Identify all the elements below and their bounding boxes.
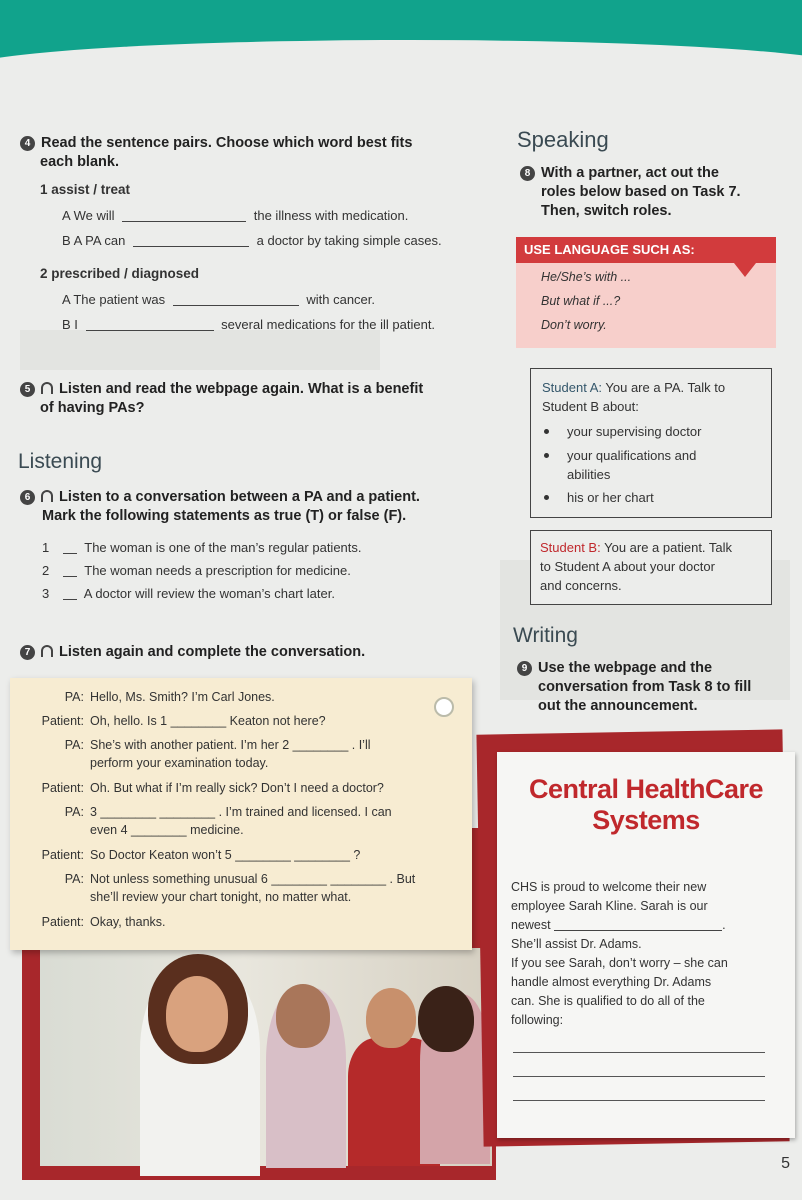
answer-blank[interactable] [86,318,214,331]
conversation-line: Patient: Oh, hello. Is 1 ________ Keaton not here? [41,714,326,728]
conversation-line: Patient: So Doctor Keaton won’t 5 ________ ________ ? [41,848,361,862]
page-number: 5 [781,1155,790,1172]
bullet [544,495,549,500]
task-number-badge: 9 [517,661,532,676]
student-a-point: your supervising doctor [567,424,702,439]
faded-background-text [20,330,380,370]
audio-icon [41,490,53,502]
task6-instructions: 6 Listen to a conversation between a PA and a patient. Mark the following statements as true (T) or false (F). [20,488,490,526]
statement-2: 2 The woman needs a prescription for medicine. [42,563,351,578]
conversation-note [10,678,472,950]
statement-1: 1 The woman is one of the man’s regular patients. [42,540,362,555]
mother-hair [418,986,474,1052]
audio-icon [41,645,53,657]
doctor-family-photo [40,948,492,1166]
answer-line[interactable] [513,1100,765,1101]
task8-instructions: 8 With a partner, act out the roles below based on Task 7. Then, switch roles. [520,164,780,221]
conversation-line: PA: 3 ________ ________ . I’m trained and licensed. I can even 4 ________ medicine. [64,805,392,837]
answer-line[interactable] [513,1052,765,1053]
header-curve [0,40,802,100]
task4-instructions: 4 Read the sentence pairs. Choose which word best fits each blank. [20,134,490,172]
student-a-point: your qualifications and [567,448,697,463]
student-b-text: Student B: You are a patient. Talk to Student A about your doctor and concerns. [540,540,733,593]
student-a-text: Student A: You are a PA. Talk to Student B about: [542,380,726,414]
father-face [276,984,330,1048]
language-phrase: He/She’s with ... [541,270,632,284]
bullet [544,453,549,458]
task7-instructions: 7 Listen again and complete the conversation. [20,643,365,662]
question-1a: A We will the illness with medication. [62,208,409,223]
statement-3: 3 A doctor will review the woman’s chart later. [42,586,335,601]
conversation-line: Patient: Okay, thanks. [41,915,166,929]
audio-icon [41,382,53,394]
answer-blank[interactable] [173,293,299,306]
conversation-line: PA: Hello, Ms. Smith? I’m Carl Jones. [64,690,275,704]
listening-heading: Listening [18,450,103,473]
question-2-label: 2 prescribed / diagnosed [40,266,200,281]
answer-blank[interactable] [122,209,246,222]
tf-blank[interactable] [63,541,77,554]
header-tab-icon [734,263,756,277]
doctor-face [166,976,228,1052]
language-phrase: But what if ...? [541,294,621,308]
conversation-line: Patient: Oh. But what if I’m really sick? Don’t I need a doctor? [41,781,384,795]
child-face [366,988,416,1048]
task5-instructions: 5 Listen and read the webpage again. What is a benefit of having PAs? [20,380,490,418]
note-hole-icon [434,697,454,717]
student-a-point: abilities [567,467,611,482]
answer-line[interactable] [513,1076,765,1077]
language-phrase: Don’t worry. [541,318,607,332]
use-language-header: USE LANGUAGE SUCH AS: [516,237,776,263]
conversation-line: PA: Not unless something unusual 6 ________ ________ . But she’ll review your chart tonight, no matter what. [64,872,416,904]
answer-blank[interactable] [554,918,722,931]
task-number-badge: 6 [20,490,35,505]
answer-blank[interactable] [133,234,249,247]
question-1-label: 1 assist / treat [40,182,131,197]
task-number-badge: 4 [20,136,35,151]
question-1b: B A PA can a doctor by taking simple cases. [62,233,442,248]
conversation-line: PA: She’s with another patient. I’m her 2 ________ . I’ll perform your examination today. [64,738,371,770]
writing-heading: Writing [513,624,578,647]
announcement-title: Central HealthCare Systems [528,774,764,835]
question-2b: B I several medications for the ill patient. [62,317,436,332]
announcement-text: CHS is proud to welcome their new employee Sarah Kline. Sarah is our newest . She’ll assist Dr. Adams. If you see Sarah, don’t worry – she can handle almost everything Dr. Adams can. She is qualified to do all of the following: [511,880,728,1027]
bullet [544,429,549,434]
speaking-heading: Speaking [517,127,609,152]
announcement-card [497,752,795,1138]
question-2a: A The patient was with cancer. [62,292,376,307]
task-number-badge: 7 [20,645,35,660]
task-number-badge: 8 [520,166,535,181]
tf-blank[interactable] [63,587,77,600]
task9-instructions: 9 Use the webpage and the conversation from Task 8 to fill out the announcement. [517,659,787,716]
student-a-point: his or her chart [567,490,654,505]
task-number-badge: 5 [20,382,35,397]
tf-blank[interactable] [63,564,77,577]
